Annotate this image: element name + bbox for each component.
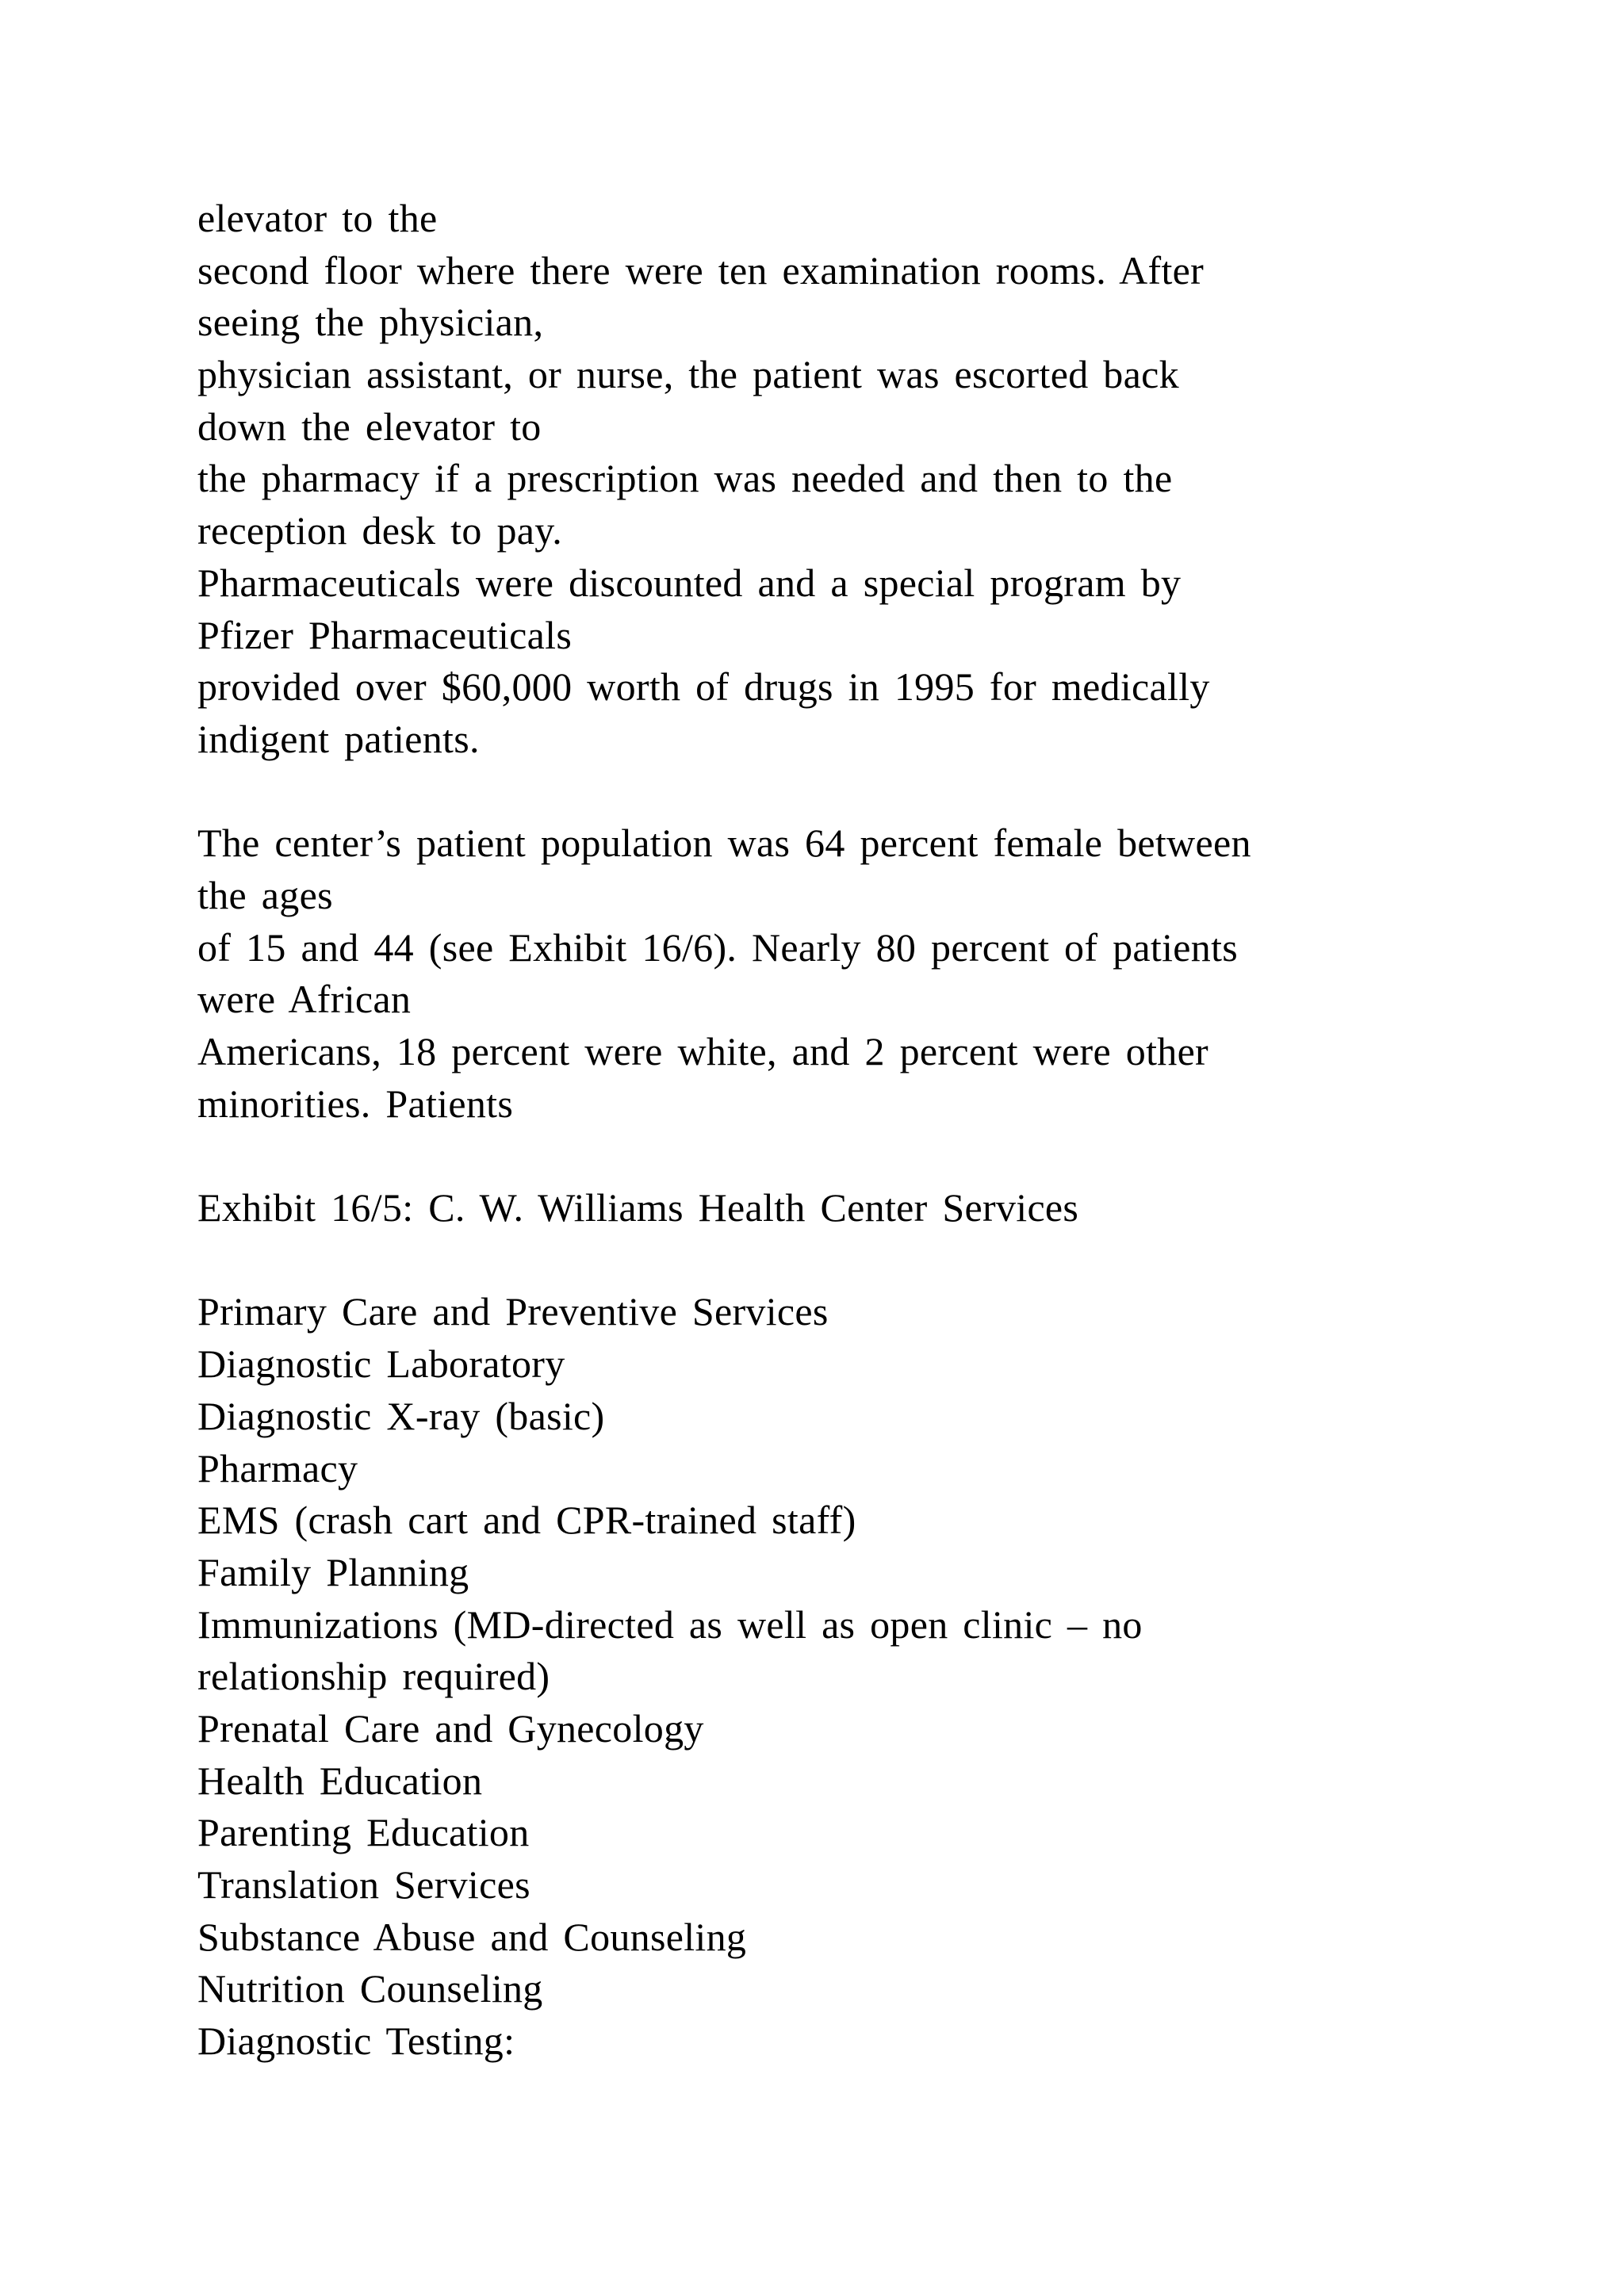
paragraph-2-line: Americans, 18 percent were white, and 2 percent were other [197, 1029, 1209, 1073]
service-item: Immunizations (MD-directed as well as open clinic – no [197, 1601, 1143, 1647]
paragraph-1-line: Pfizer Pharmaceuticals [197, 612, 573, 657]
paragraph-1-line: Pharmaceuticals were discounted and a special program by [197, 560, 1182, 605]
service-item: Parenting Education [197, 1810, 530, 1855]
service-item: Health Education [197, 1758, 483, 1803]
service-item: Diagnostic X-ray (basic) [197, 1393, 605, 1438]
paragraph-2-line: of 15 and 44 (see Exhibit 16/6). Nearly 80 percent of patients [197, 924, 1239, 970]
paragraph-1-line: seeing the physician, [197, 300, 544, 345]
service-item: Substance Abuse and Counseling [197, 1914, 747, 1959]
paragraph-2-line: The center’s patient population was 64 percent female between [197, 821, 1251, 866]
paragraph-1-line: physician assistant, or nurse, the patient was escorted back [197, 352, 1179, 397]
paragraph-2-line: the ages [197, 872, 333, 917]
service-item: Prenatal Care and Gynecology [197, 1705, 704, 1751]
service-item: Diagnostic Laboratory [197, 1341, 565, 1387]
service-item: EMS (crash cart and CPR-trained staff) [197, 1498, 856, 1543]
paragraph-spacer [197, 1130, 1434, 1182]
service-item: Diagnostic Testing: [197, 2019, 515, 2064]
paragraph-1-line: provided over $60,000 worth of drugs in 1995 for medically [197, 664, 1210, 710]
service-item: Nutrition Counseling [197, 1966, 543, 2011]
paragraph-1-line: down the elevator to [197, 404, 542, 449]
exhibit-title: Exhibit 16/5: C. W. Williams Health Center Services [197, 1185, 1079, 1230]
paragraph-2-line: minorities. Patients [197, 1081, 514, 1126]
paragraph-1-line: second floor where there were ten examination rooms. After [197, 247, 1205, 293]
paragraph-1-line: elevator to the [197, 196, 438, 240]
service-item: Family Planning [197, 1549, 469, 1594]
service-item: relationship required) [197, 1654, 550, 1699]
paragraph-spacer [197, 766, 1434, 818]
service-item: Pharmacy [197, 1445, 358, 1490]
paragraph-2-line: were African [197, 977, 412, 1022]
service-item: Translation Services [197, 1862, 530, 1907]
paragraph-1-line: the pharmacy if a prescription was needed and then to the [197, 456, 1173, 501]
service-item: Primary Care and Preventive Services [197, 1289, 829, 1334]
paragraph-1-line: indigent patients. [197, 716, 480, 761]
paragraph-1-line: reception desk to pay. [197, 508, 563, 553]
paragraph-spacer [197, 1234, 1434, 1287]
document-body [197, 193, 1434, 2068]
